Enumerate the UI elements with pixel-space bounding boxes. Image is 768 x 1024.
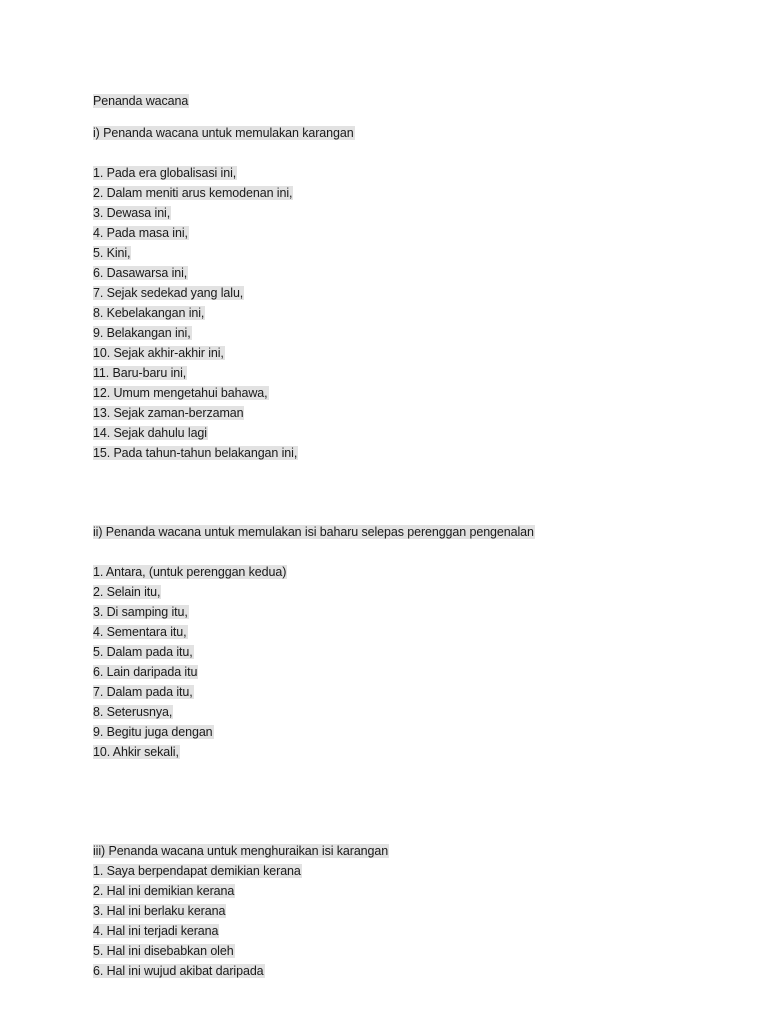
section3-heading: iii) Penanda wacana untuk menghuraikan isi karangan [93,844,389,858]
list-item: 10. Ahkir sekali, [93,745,179,759]
list-item: 2. Dalam meniti arus kemodenan ini, [93,186,293,200]
list-item: 13. Sejak zaman-berzaman [93,406,244,420]
list-item: 2. Hal ini demikian kerana [93,884,235,898]
list-item: 5. Kini, [93,246,131,260]
list-item: 1. Pada era globalisasi ini, [93,166,237,180]
list-item: 6. Dasawarsa ini, [93,266,188,280]
list-item: 4. Hal ini terjadi kerana [93,924,219,938]
list-item: 14. Sejak dahulu lagi [93,426,207,440]
list-item: 11. Baru-baru ini, [93,366,187,380]
list-item: 3. Dewasa ini, [93,206,171,220]
list-item: 6. Hal ini wujud akibat daripada [93,964,264,978]
section1-heading: i) Penanda wacana untuk memulakan karangan [93,126,354,140]
document-title: Penanda wacana [93,94,189,108]
list-item: 8. Kebelakangan ini, [93,306,205,320]
list-item: 2. Selain itu, [93,585,161,599]
list-item: 15. Pada tahun-tahun belakangan ini, [93,446,298,460]
list-item: 5. Hal ini disebabkan oleh [93,944,234,958]
list-item: 1. Antara, (untuk perenggan kedua) [93,565,287,579]
list-item: 4. Sementara itu, [93,625,187,639]
list-item: 6. Lain daripada itu [93,665,198,679]
section2-heading: ii) Penanda wacana untuk memulakan isi baharu selepas perenggan pengenalan [93,525,534,539]
list-item: 3. Hal ini berlaku kerana [93,904,226,918]
list-item: 1. Saya berpendapat demikian kerana [93,864,301,878]
list-item: 7. Sejak sedekad yang lalu, [93,286,244,300]
list-item: 8. Seterusnya, [93,705,173,719]
list-item: 4. Pada masa ini, [93,226,188,240]
list-item: 12. Umum mengetahui bahawa, [93,386,268,400]
list-item: 10. Sejak akhir-akhir ini, [93,346,224,360]
list-item: 9. Belakangan ini, [93,326,191,340]
list-item: 7. Dalam pada itu, [93,685,193,699]
list-item: 5. Dalam pada itu, [93,645,193,659]
list-item: 3. Di samping itu, [93,605,188,619]
list-item: 9. Begitu juga dengan [93,725,213,739]
